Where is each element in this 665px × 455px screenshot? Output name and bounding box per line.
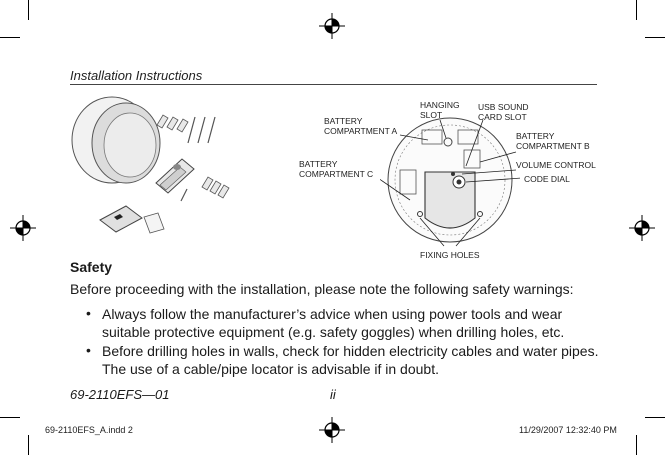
crop-mark (645, 37, 665, 38)
safety-heading: Safety (70, 259, 113, 275)
product-kit-illustration (64, 95, 264, 245)
crop-mark (636, 0, 637, 20)
safety-bullet-1: Always follow the manufacturer’s advice when using power tools and wear suitable protective equipment (e.g. safety goggles) when drilling holes, etc. (102, 306, 565, 340)
crop-mark (645, 417, 665, 418)
safety-bullet-2: Before drilling holes in walls, check for hidden electricity cables and water pipes. The use of a cable/pipe locator is advisable if in doubt. (102, 343, 599, 377)
label-battery-compartment-c: BATTERY COMPARTMENT C (299, 159, 374, 179)
chime-back-diagram (380, 110, 520, 250)
header-rule (70, 84, 597, 85)
label-hanging-slot: HANGING SLOT (420, 100, 460, 120)
label-code-dial: CODE DIAL (524, 174, 570, 184)
bullet-marker: • (86, 305, 91, 321)
section-title: Installation Instructions (70, 68, 203, 83)
slug-filename: 69-2110EFS_A.indd 2 (45, 425, 133, 435)
registration-mark-bottom-icon (319, 417, 345, 443)
label-volume-control: VOLUME CONTROL (516, 160, 596, 170)
slug-timestamp: 11/29/2007 12:32:40 PM (519, 425, 617, 435)
label-fixing-holes: FIXING HOLES (420, 250, 480, 260)
crop-mark (0, 417, 20, 418)
registration-mark-top-icon (319, 13, 345, 39)
safety-intro: Before proceeding with the installation, please note the following safety warnings: (70, 281, 574, 297)
bell-push-icon (156, 159, 194, 193)
page-number: ii (330, 387, 336, 402)
crop-mark (28, 435, 29, 455)
crop-mark (28, 0, 29, 20)
registration-mark-left-icon (10, 215, 36, 241)
crop-mark (636, 435, 637, 455)
label-battery-compartment-a: BATTERY COMPARTMENT A (324, 116, 398, 136)
screws-icon (181, 117, 215, 201)
registration-mark-right-icon (629, 215, 655, 241)
crop-mark (0, 37, 20, 38)
remote-unit-icon (100, 206, 142, 232)
bullet-marker: • (86, 342, 91, 358)
doorbell-chime-icon (72, 97, 160, 183)
label-card-icon (144, 213, 164, 233)
label-battery-compartment-b: BATTERY COMPARTMENT B (516, 131, 590, 151)
label-usb-sound-card-slot: USB SOUND CARD SLOT (478, 102, 529, 122)
document-code: 69-2110EFS—01 (70, 387, 170, 402)
